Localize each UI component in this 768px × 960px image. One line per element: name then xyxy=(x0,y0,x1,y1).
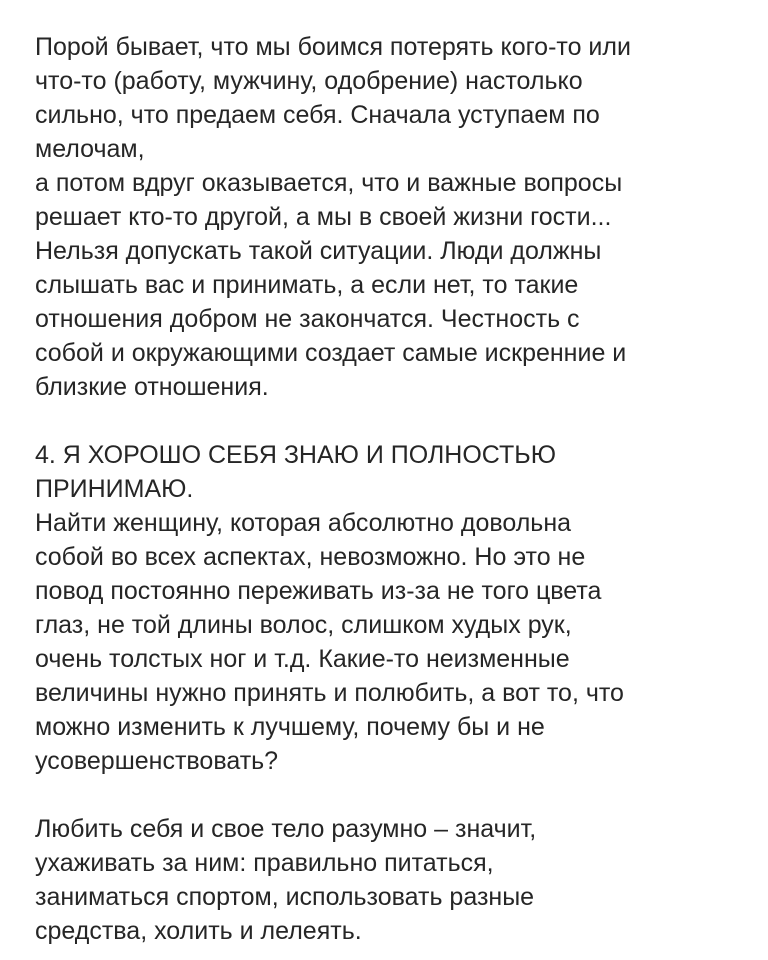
text-line: очень толстых ног и т.д. Какие-то неизменные xyxy=(35,645,570,673)
text-line: Найти женщину, которая абсолютно довольна xyxy=(35,509,572,537)
text-line: мелочам, xyxy=(35,135,145,163)
paragraph-body-care xyxy=(35,812,745,948)
text-line: собой во всех аспектах, невозможно. Но это не xyxy=(35,543,586,571)
text-line: ухаживать за ним: правильно питаться, xyxy=(35,849,494,877)
text-line: отношения добром не закончатся. Честность с xyxy=(35,305,580,333)
document-text xyxy=(35,30,745,948)
paragraph-spacer xyxy=(35,778,745,812)
text-line: слышать вас и принимать, а если нет, то такие xyxy=(35,271,579,299)
text-line: Нельзя допускать такой ситуации. Люди должны xyxy=(35,237,602,265)
text-line: усовершенствовать? xyxy=(35,747,279,775)
text-line: а потом вдруг оказывается, что и важные вопросы xyxy=(35,169,623,197)
text-line: что-то (работу, мужчину, одобрение) настолько xyxy=(35,67,583,95)
paragraph-spacer xyxy=(35,404,745,438)
text-line: можно изменить к лучшему, почему бы и не xyxy=(35,713,545,741)
section-heading-line: ПРИНИМАЮ. xyxy=(35,475,194,503)
text-line: повод постоянно переживать из-за не того цвета xyxy=(35,577,602,605)
text-line: Любить себя и свое тело разумно – значит, xyxy=(35,815,537,843)
paragraph-self-betrayal xyxy=(35,30,745,404)
text-line: Порой бывает, что мы боимся потерять кого-то или xyxy=(35,33,631,61)
text-line: заниматься спортом, использовать разные xyxy=(35,883,535,911)
paragraph-self-acceptance xyxy=(35,438,745,778)
section-heading-line: 4. Я ХОРОШО СЕБЯ ЗНАЮ И ПОЛНОСТЬЮ xyxy=(35,441,556,469)
text-line: решает кто-то другой, а мы в своей жизни гости... xyxy=(35,203,612,231)
text-line: сильно, что предаем себя. Сначала уступаем по xyxy=(35,101,600,129)
text-line: средства, холить и лелеять. xyxy=(35,917,362,945)
text-line: величины нужно принять и полюбить, а вот то, что xyxy=(35,679,624,707)
text-line: глаз, не той длины волос, слишком худых рук, xyxy=(35,611,572,639)
text-line: собой и окружающими создает самые искренние и xyxy=(35,339,627,367)
text-line: близкие отношения. xyxy=(35,373,269,401)
